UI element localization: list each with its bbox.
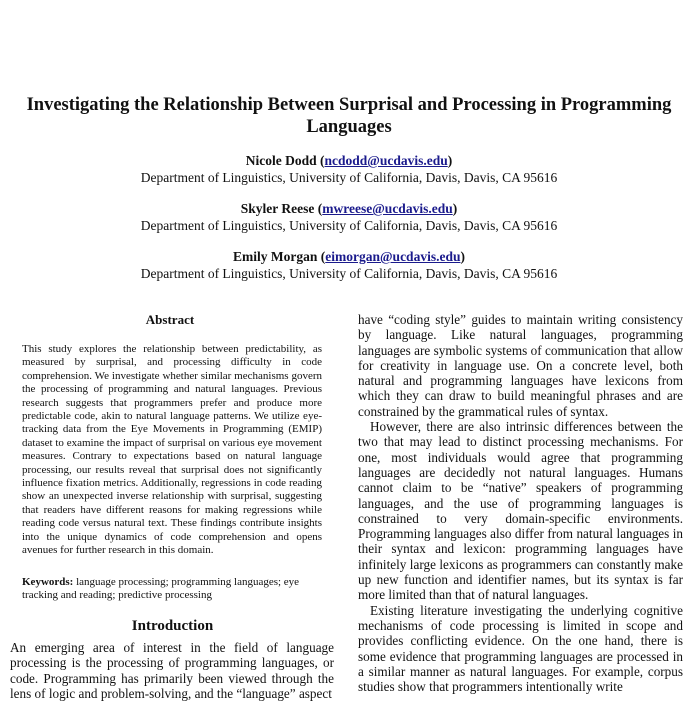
- introduction-heading: Introduction: [131, 618, 214, 634]
- keywords: [22, 576, 322, 603]
- author-block-2: Skyler Reese (mwreese@ucdavis.edu) Department of Linguistics, University of California, Davis, Davis, CA 95616: [0, 201, 698, 234]
- abstract-body: This study explores the relationship between predictability, as measured by surprisal, and processing difficulty in code comprehension. We investigate whether similar mechanisms govern the processing of programming and natural languages. Previous research suggests that programmers prefer and produce more predictable code, akin to natural language patterns. We utilize eye-tracking data from the Eye Movements in Programming (EMIP) dataset to examine the impact of surprisal on various eye movement measures. Contrary to expectations based on natural language processing, our results reveal that surprisal does not significantly influence fixation metrics. Additionally, regressions in code reading show an unexpected inverse relationship with surprisal, suggesting that readers have different reasons for making regressions while reading code versus natural text. These findings contribute insights into the unique dynamics of code comprehension and opens avenues for further research in this domain.: [22, 343, 322, 557]
- paper-title: Investigating the Relationship Between Surprisal and Processing in Programming Languages: [26, 95, 672, 137]
- author-affiliation: Department of Linguistics, University of California, Davis, Davis, CA 95616: [140, 266, 558, 281]
- author-block-1: Nicole Dodd (ncdodd@ucdavis.edu) Department of Linguistics, University of California, Davis, Davis, CA 95616: [0, 153, 698, 186]
- author-email-link[interactable]: eimorgan@ucdavis.edu: [325, 249, 461, 264]
- paragraph: have “coding style” guides to maintain writing consistency by language. Like natural languages, programming languages are symbolic systems of communication that allow for creativity in language use. On a concrete level, both natural and programming languages have lexicons from which they can draw to build meaningful phrases and are constrained by the grammatical rules of syntax.: [358, 312, 683, 419]
- author-name: Skyler Reese: [240, 201, 315, 216]
- paragraph: Existing literature investigating the underlying cognitive mechanisms of code processing is limited in scope and provides conflicting evidence. On the one hand, there is some evidence that programming languages are processed in a similar manner as natural languages. For example, corpus studies show that programmers intentionally write: [358, 602, 683, 695]
- author-email-link[interactable]: ncdodd@ucdavis.edu: [324, 153, 448, 168]
- keywords-label: Keywords:: [22, 576, 74, 588]
- keywords-text: language processing; programming languages; eye tracking and reading; predictive processing: [22, 576, 300, 602]
- paragraph: However, there are also intrinsic differences between the two that may lead to distinct processing mechanisms. For one, most individuals would agree that programming languages are decidedly not natural languages. Humans cannot claim to be “native” speakers of programming languages, and the use of programming languages is constrained to very domain-specific environments. Programming languages also differ from natural languages in their syntax and lexicon: programming languages have infinitely large lexicons as programmers can constantly make up new function and identifier names, but its syntax is far more limited than that of natural languages.: [358, 419, 683, 603]
- author-email-link[interactable]: mwreese@ucdavis.edu: [322, 201, 453, 216]
- abstract-heading: Abstract: [145, 312, 195, 327]
- introduction-left-column: [10, 640, 334, 701]
- introduction-right-column: [358, 312, 683, 694]
- paragraph: An emerging area of interest in the field of language processing is the processing of programming languages, or code. Programming has primarily been viewed through the lens of logic and problem-solving, and the “language” aspect: [10, 640, 334, 701]
- author-affiliation: Department of Linguistics, University of California, Davis, Davis, CA 95616: [140, 218, 558, 233]
- author-name: Nicole Dodd: [245, 153, 317, 168]
- author-block-3: Emily Morgan (eimorgan@ucdavis.edu) Department of Linguistics, University of California, Davis, Davis, CA 95616: [0, 249, 698, 282]
- author-affiliation: Department of Linguistics, University of California, Davis, Davis, CA 95616: [140, 170, 558, 185]
- author-name: Emily Morgan: [233, 249, 318, 264]
